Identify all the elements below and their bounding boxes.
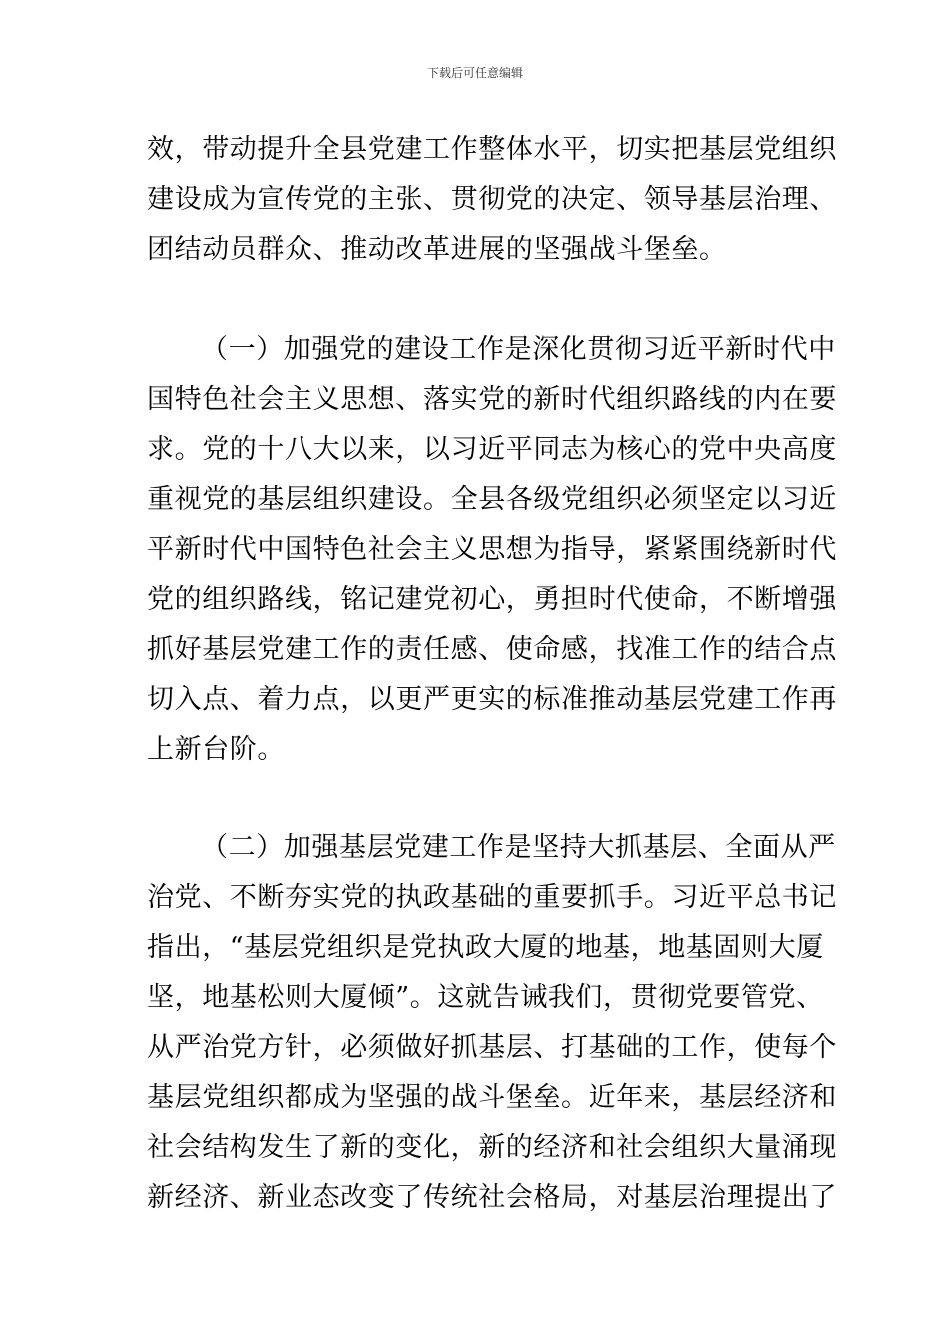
text-line: 基层党组织都成为坚强的战斗堡垒。近年来，基层经济和 <box>147 1082 837 1113</box>
text-line: 切入点、着力点，以更严更实的标准推动基层党建工作再 <box>147 684 837 715</box>
text-line: 重视党的基层组织建设。全县各级党组织必须坚定以习近 <box>147 484 837 515</box>
text-line: 党的组织路线，铭记建党初心，勇担时代使命，不断增强 <box>147 584 837 615</box>
text-line: 国特色社会主义思想、落实党的新时代组织路线的内在要 <box>147 384 837 415</box>
text-line: （一）加强党的建设工作是深化贯彻习近平新时代中 <box>201 334 836 365</box>
text-line: 新经济、新业态改变了传统社会格局，对基层治理提出了 <box>147 1182 837 1213</box>
text-line: 从严治党方针，必须做好抓基层、打基础的工作，使每个 <box>147 1032 837 1063</box>
text-line: （二）加强基层党建工作是坚持大抓基层、全面从严 <box>201 832 836 863</box>
text-line: 上新台阶。 <box>147 734 285 765</box>
text-line: 团结动员群众、推动改革进展的坚强战斗堡垒。 <box>147 234 727 265</box>
text-line: 求。党的十八大以来，以习近平同志为核心的党中央高度 <box>147 434 837 465</box>
page-header-note: 下载后可任意编辑 <box>426 66 523 80</box>
text-line: 抓好基层党建工作的责任感、使命感，找准工作的结合点 <box>147 634 837 665</box>
text-line: 建设成为宣传党的主张、贯彻党的决定、领导基层治理、 <box>147 184 837 215</box>
text-line: 坚，地基松则大厦倾”。这就告诫我们，贯彻党要管党、 <box>147 982 824 1013</box>
text-line: 平新时代中国特色社会主义思想为指导，紧紧围绕新时代 <box>147 534 837 565</box>
text-line: 治党、不断夯实党的执政基础的重要抓手。习近平总书记 <box>147 882 837 913</box>
text-line: 效，带动提升全县党建工作整体水平，切实把基层党组织 <box>147 134 837 165</box>
text-line: 指出，“基层党组织是党执政大厦的地基，地基固则大厦 <box>147 932 824 963</box>
text-line: 社会结构发生了新的变化，新的经济和社会组织大量涌现 <box>147 1132 837 1163</box>
